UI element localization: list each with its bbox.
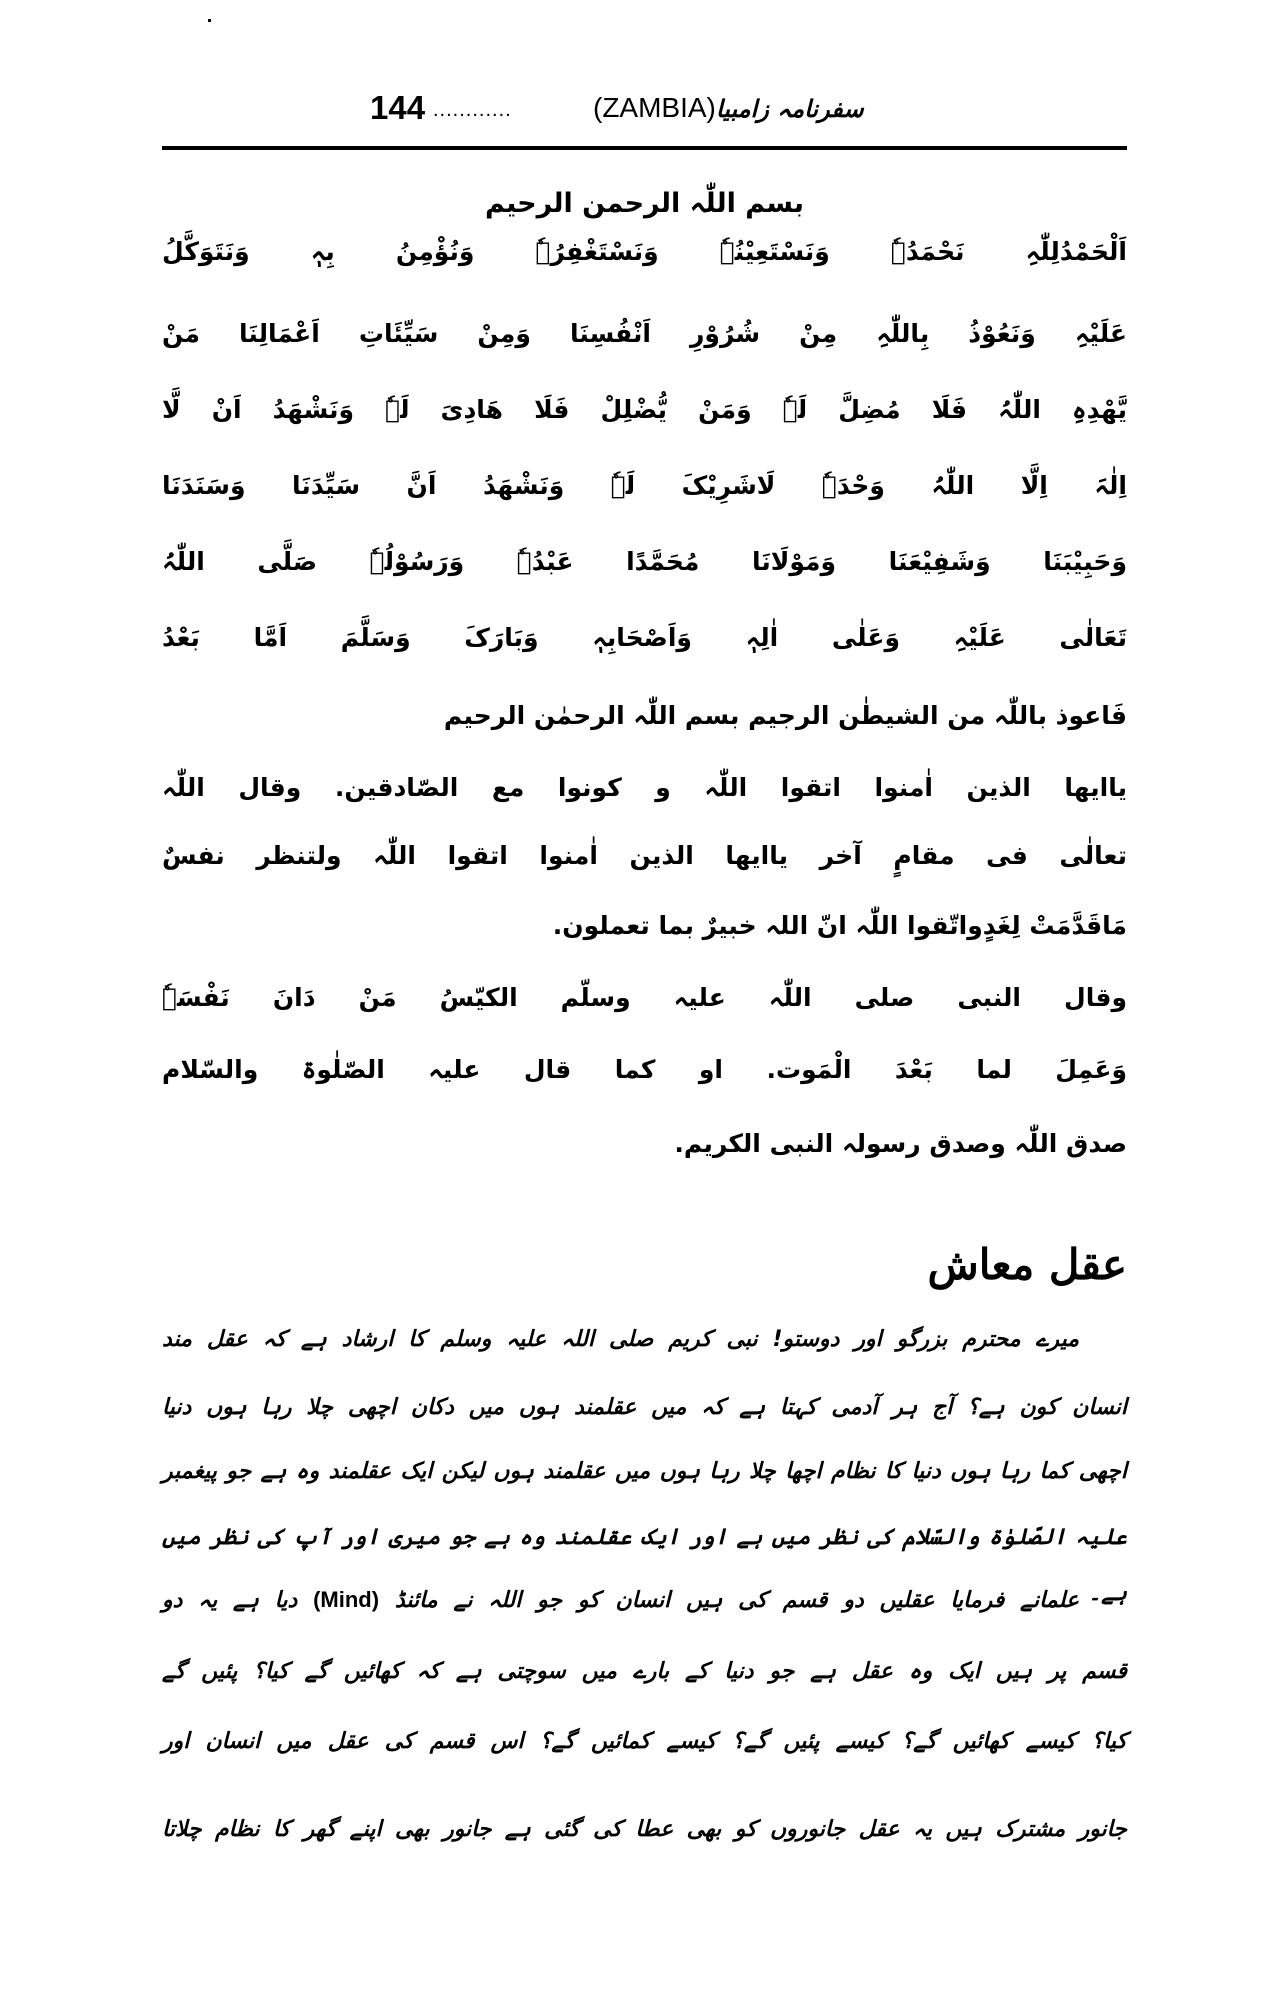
- khutba-line: یَّھْدِہِ اللّٰہُ فَلَا مُضِلَّ لَہٗ وَمَنْ یُّضْلِلْ فَلَا ھَادِیَ لَہٗ وَنَشْھَدُ اَنْ لَّا: [162, 395, 1127, 424]
- body-line: میرے محترم بزرگو اور دوستو! نبی کریم صلی اللہ علیہ وسلم کا ارشاد ہے کہ عقل مند: [162, 1327, 1079, 1352]
- page-number: 144: [370, 89, 426, 126]
- bismillah: بسم اللّٰہ الرحمن الرحیم: [484, 188, 805, 219]
- body-line: جانور مشترک ہیں یہ عقل جانوروں کو بھی عطا کی گئی ہے جانور بھی اپنے گھر کا نظام چلاتا: [162, 1817, 1127, 1842]
- english-term: (Mind): [313, 1587, 380, 1612]
- khutba-line: تَعَالٰی عَلَیْہِ وَعَلٰی اٰلِہٖ وَاَصْحَابِہٖ وَبَارَکَ وَسَلَّمَ اَمَّا بَعْدُ: [162, 623, 1127, 652]
- book-title-latin: (ZAMBIA): [593, 92, 716, 123]
- khutba-line: فَاعوذ باللّٰہ من الشیطٰن الرجیم بسم اللّٰہ الرحمٰن الرحیم: [443, 701, 1127, 730]
- header-rule: [162, 146, 1127, 150]
- body-line: اچھی کما رہا ہوں دنیا کا نظام اچھا چلا رہا ہوں میں عقلمند ہوں لیکن ایک عقلمند وہ ہے جو پیغمبر: [162, 1459, 1127, 1484]
- running-head: [162, 88, 1127, 138]
- khutba-line: اَلْحَمْدُلِلّٰہِ نَحْمَدُہٗ وَنَسْتَعِیْنُہٗ وَنَسْتَغْفِرُہٗ وَنُؤْمِنُ بِہٖ وَنَتَوَکَّلُ: [162, 237, 1127, 266]
- khutba-line: وقال النبی صلی اللّٰہ علیہ وسلّم الکیّسُ مَنْ دَانَ نَفْسَہٗ: [162, 983, 1127, 1012]
- scan-speck: [208, 19, 211, 22]
- khutba-line: صدق اللّٰہ وصدق رسولہ النبی الکریم.: [674, 1129, 1127, 1158]
- khutba-line: مَاقَدَّمَتْ لِغَدٍواتّقوا اللّٰہ انّ اللہ خبیرٌ بما تعملون.: [552, 911, 1127, 940]
- body-line: قسم پر ہیں ایک وہ عقل ہے جو دنیا کے بارے میں سوچتی ہے کہ کھائیں گے کیا؟ پئیں گے: [162, 1659, 1127, 1684]
- body-line: علیہ الصّلوٰۃ والسّلام کی نظر میں ہے اور ایک عقلمند وہ ہے جو میری اور آپ کی نظر میں ہے۔: [162, 1525, 1127, 1606]
- book-title: [593, 88, 864, 129]
- khutba-line: وَحَبِیْبَنَا وَشَفِیْعَنَا وَمَوْلَانَا مُحَمَّدًا عَبْدُہٗ وَرَسُوْلُہٗ صَلَّی اللّٰہُ: [162, 547, 1127, 576]
- book-page: [162, 0, 1127, 2015]
- khutba-line: وَعَمِلَ لما بَعْدَ الْمَوت. او کما قال علیہ الصّلٰوۃ والسّلام: [162, 1055, 1127, 1084]
- book-title-urdu: سفرنامہ زامبیا: [715, 95, 864, 123]
- body-text: دیا ہے یہ دو: [162, 1588, 314, 1613]
- body-line: کیا؟ کیسے کھائیں گے؟ کیسے پئیں گے؟ کیسے کمائیں گے؟ اس قسم کی عقل میں انسان اور: [162, 1729, 1127, 1754]
- khutba-line: یاایھا الذین اٰمنوا اتقوا اللّٰہ و کونوا مع الصّادقین. وقال اللّٰہ: [162, 773, 1127, 802]
- body-line: انسان کون ہے؟ آج ہر آدمی کہتا ہے کہ میں عقلمند ہوں میں دکان اچھی چلا رہا ہوں دنیا: [162, 1395, 1127, 1420]
- khutba-line: عَلَیْہِ وَنَعُوْذُ بِاللّٰہِ مِنْ شُرُوْرِ اَنْفُسِنَا وَمِنْ سَیِّئَاتِ اَعْمَالِنَا مَنْ: [162, 319, 1127, 348]
- body-text: علمانے فرمایا عقلیں دو قسم کی ہیں انسان کو جو اللہ نے مائنڈ: [379, 1588, 1079, 1613]
- body-line: [162, 1572, 1127, 1629]
- khutba-line: اِلٰہَ اِلَّا اللّٰہُ وَحْدَہٗ لَاشَرِیْکَ لَہٗ وَنَشْھَدُ اَنَّ سَیِّدَنَا وَسَنَدَنَا: [162, 471, 1127, 500]
- section-heading: عقل معاش: [927, 1240, 1127, 1289]
- leader-dots: ............: [433, 99, 512, 121]
- khutba-line: تعالٰی فی مقامٍ آخر یاایھا الذین اٰمنوا اتقوا اللّٰہ ولتنظر نفسٌ: [162, 841, 1127, 870]
